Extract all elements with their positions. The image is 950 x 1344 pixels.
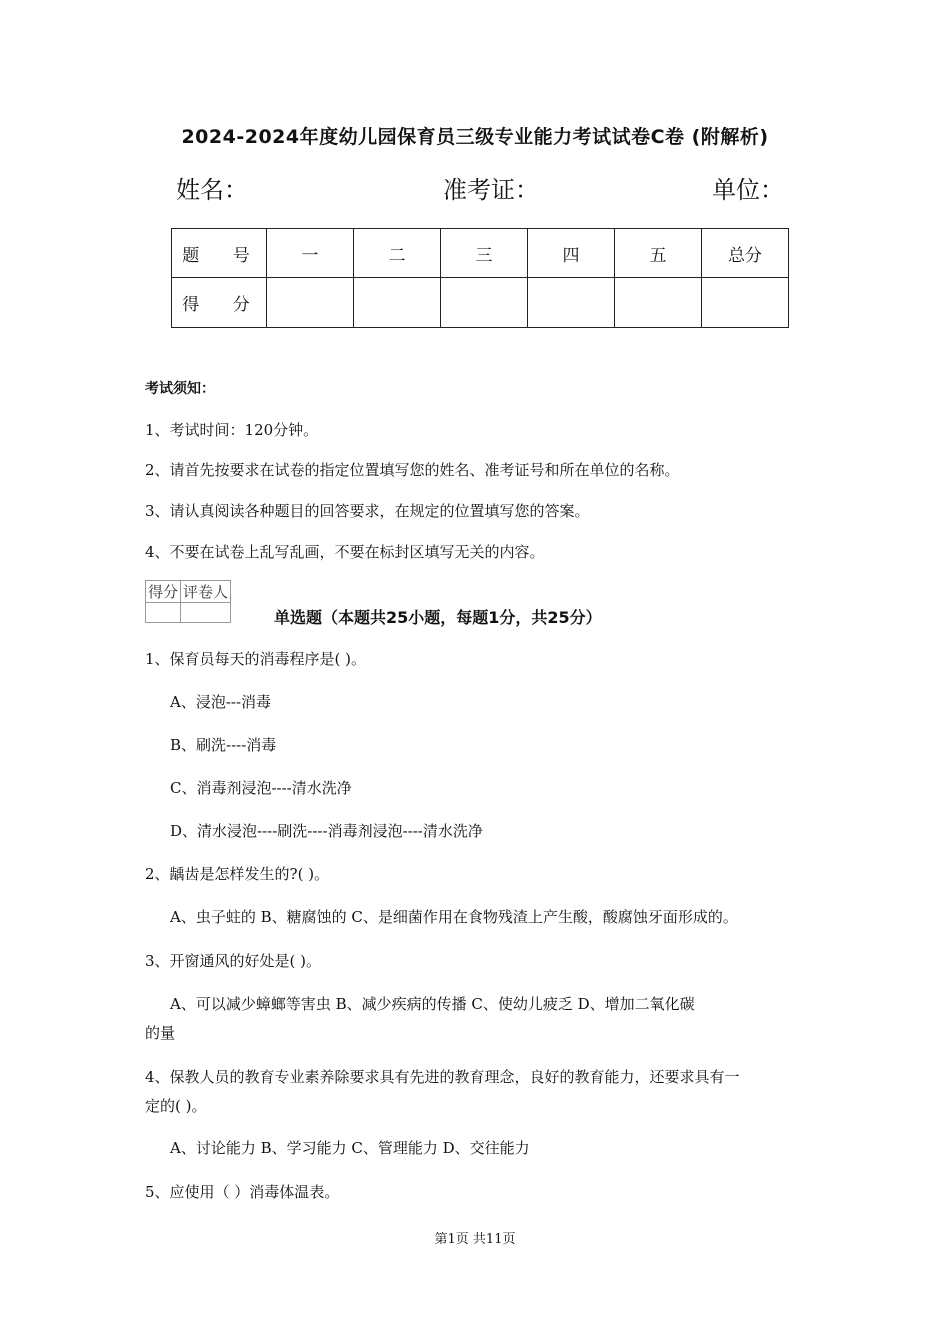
- score-input-cell[interactable]: [354, 278, 441, 328]
- question-2-options: A、虫子蛀的 B、糖腐蚀的 C、是细菌作用在食物残渣上产生酸，酸腐蚀牙面形成的。: [170, 908, 738, 926]
- score-input-cell[interactable]: [267, 278, 354, 328]
- notice-item: 2、请首先按要求在试卷的指定位置填写您的姓名、准考证号和所在单位的名称。: [145, 461, 680, 479]
- notice-item: 3、请认真阅读各种题目的回答要求，在规定的位置填写您的答案。: [145, 502, 590, 520]
- grader-name-label: 评卷人: [181, 581, 231, 603]
- score-header-cell: 一: [267, 229, 354, 278]
- score-row-label: 得 分: [172, 278, 267, 328]
- score-input-cell[interactable]: [528, 278, 615, 328]
- grader-table: [145, 580, 231, 623]
- grader-name-cell[interactable]: [181, 603, 231, 623]
- score-header-cell: 总分: [702, 229, 789, 278]
- question-1-option-d: D、清水浸泡----刷洗----消毒剂浸泡----清水洗净: [170, 822, 483, 840]
- question-3-options-continued: 的量: [145, 1024, 176, 1042]
- grader-score-cell[interactable]: [146, 603, 181, 623]
- question-1-option-a: A、浸泡---消毒: [170, 693, 272, 711]
- question-1: 1、保育员每天的消毒程序是( )。: [145, 650, 367, 668]
- notice-heading: 考试须知：: [145, 381, 215, 397]
- score-header-cell: 三: [441, 229, 528, 278]
- score-input-cell[interactable]: [441, 278, 528, 328]
- question-4-continued: 定的( )。: [145, 1097, 207, 1115]
- score-header-cell: 四: [528, 229, 615, 278]
- score-header-cell: 题 号: [172, 229, 267, 278]
- score-header-cell: 五: [615, 229, 702, 278]
- score-header-cell: 二: [354, 229, 441, 278]
- exam-id-field-label: 准考证：: [443, 176, 539, 204]
- question-2: 2、龋齿是怎样发生的?( )。: [145, 865, 330, 883]
- question-5: 5、应使用（ ）消毒体温表。: [145, 1183, 340, 1201]
- score-input-cell[interactable]: [615, 278, 702, 328]
- question-3-options: A、可以减少蟑螂等害虫 B、减少疾病的传播 C、使幼儿疲乏 D、增加二氧化碳: [170, 995, 695, 1013]
- section-title: 单选题（本题共25小题，每题1分，共25分）: [274, 608, 602, 627]
- score-table: [171, 228, 789, 328]
- page-footer: 第1页 共11页: [434, 1232, 516, 1247]
- name-field-label: 姓名：: [176, 176, 248, 204]
- question-1-option-b: B、刷洗----消毒: [170, 736, 277, 754]
- notice-item: 1、考试时间：120分钟。: [145, 421, 319, 439]
- question-3: 3、开窗通风的好处是( )。: [145, 952, 322, 970]
- grader-score-label: 得分: [146, 581, 181, 603]
- score-table-score-row: [172, 278, 789, 328]
- page-title: 2024-2024年度幼儿园保育员三级专业能力考试试卷C卷 (附解析): [181, 126, 769, 148]
- candidate-fields: [0, 170, 950, 204]
- question-4-options: A、讨论能力 B、学习能力 C、管理能力 D、交往能力: [170, 1139, 530, 1157]
- unit-field-label: 单位：: [712, 176, 784, 204]
- question-4: 4、保教人员的教育专业素养除要求具有先进的教育理念，良好的教育能力，还要求具有一: [145, 1068, 740, 1086]
- notice-item: 4、不要在试卷上乱写乱画，不要在标封区填写无关的内容。: [145, 543, 545, 561]
- score-table-header-row: [172, 229, 789, 278]
- question-1-option-c: C、消毒剂浸泡----清水洗净: [170, 779, 352, 797]
- score-input-cell[interactable]: [702, 278, 789, 328]
